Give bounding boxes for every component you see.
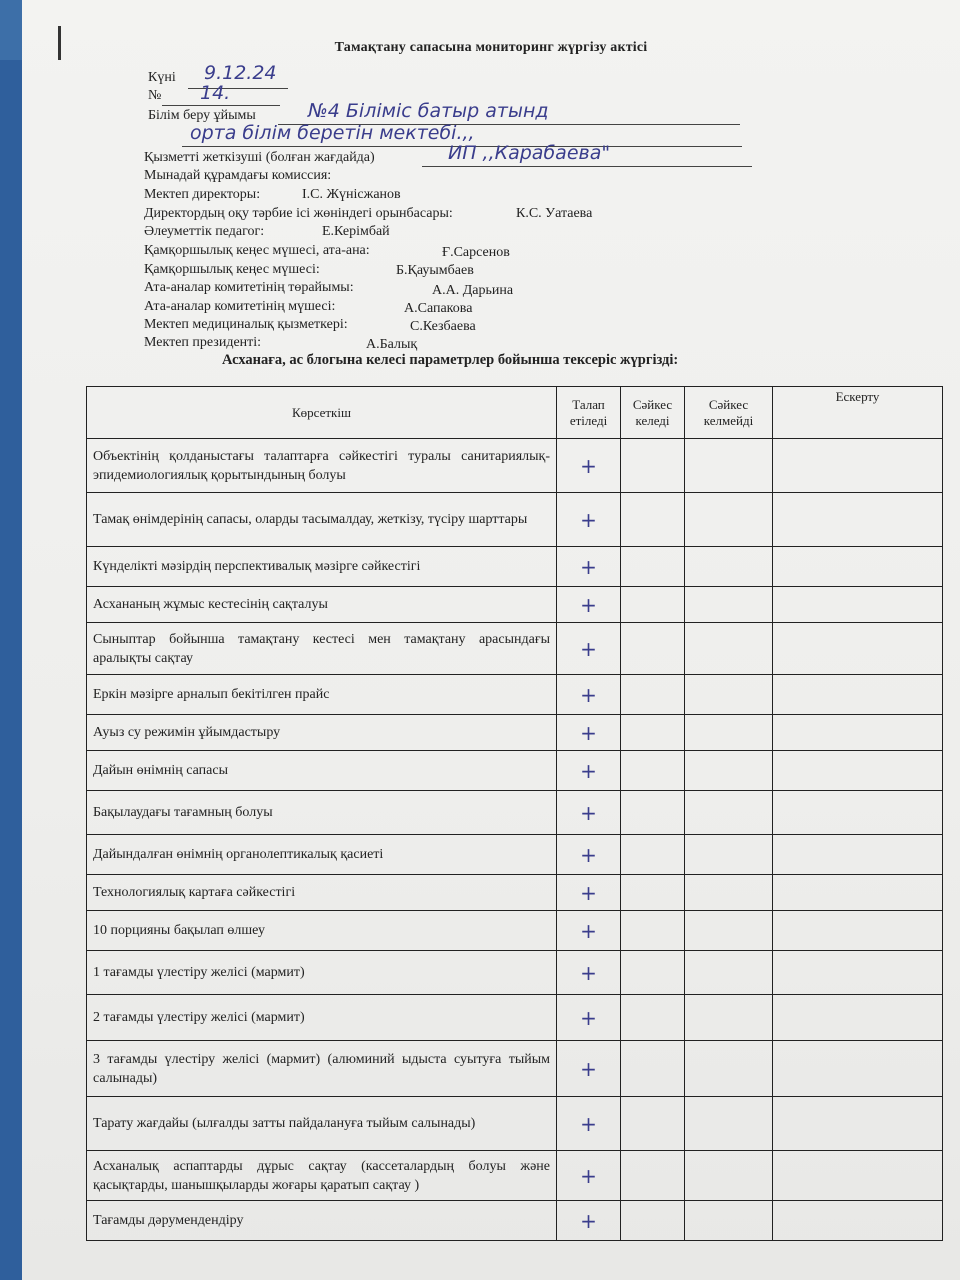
number-underline — [162, 105, 280, 106]
compliant-cell — [621, 951, 685, 995]
indicator-cell: Тарату жағдайы (ылғалды затты пайдалануға тыйым салынады) — [87, 1097, 557, 1151]
note-cell — [773, 493, 943, 547]
compliant-cell — [621, 715, 685, 751]
required-mark: + — [557, 1041, 621, 1097]
supplier-value: ИП ,,Карабаева" — [448, 142, 611, 164]
indicator-cell: 10 порцияны бақылап өлшеу — [87, 911, 557, 951]
note-cell — [773, 751, 943, 791]
compliant-cell — [621, 547, 685, 587]
header-indicator: Көрсеткіш — [87, 387, 557, 439]
indicator-cell: Объектінің қолданыстағы талаптарға сәйкестігі туралы санитариялық-эпидемиологиялық қорытындының болуы — [87, 439, 557, 493]
note-cell — [773, 547, 943, 587]
compliant-cell — [621, 995, 685, 1041]
noncompliant-cell — [685, 715, 773, 751]
indicator-cell: Ауыз су режимін ұйымдастыру — [87, 715, 557, 751]
required-mark: + — [557, 911, 621, 951]
date-label: Күні — [148, 70, 176, 85]
number-label: № — [148, 88, 162, 103]
header-noncompliant: Сәйкес келмейді — [685, 387, 773, 439]
noncompliant-cell — [685, 1041, 773, 1097]
required-mark: + — [557, 875, 621, 911]
compliant-cell — [621, 1097, 685, 1151]
commission-member-role: Мектеп директоры: — [144, 187, 261, 202]
supplier-underline — [422, 166, 752, 167]
noncompliant-cell — [685, 875, 773, 911]
required-mark: + — [557, 623, 621, 675]
required-mark: + — [557, 715, 621, 751]
commission-member-name: Ғ.Сарсенов — [442, 245, 510, 260]
commission-member-role: Ата-аналар комитетінің мүшесі: — [144, 299, 336, 314]
compliant-cell — [621, 835, 685, 875]
note-cell — [773, 1097, 943, 1151]
indicator-cell: Тамақ өнімдерінің сапасы, оларды тасымалдау, жеткізу, түсіру шарттары — [87, 493, 557, 547]
commission-member-role: Мектеп президенті: — [144, 335, 262, 350]
noncompliant-cell — [685, 675, 773, 715]
compliant-cell — [621, 675, 685, 715]
table-row — [87, 547, 943, 587]
table-row — [87, 1201, 943, 1241]
commission-member-name: С.Кезбаева — [410, 319, 476, 334]
noncompliant-cell — [685, 751, 773, 791]
commission-member-role: Қамқоршылық кеңес мүшесі, ата-ана: — [144, 243, 370, 258]
noncompliant-cell — [685, 995, 773, 1041]
inspection-table — [86, 386, 943, 1241]
noncompliant-cell — [685, 835, 773, 875]
number-value: 14. — [200, 82, 231, 104]
table-row — [87, 751, 943, 791]
commission-member-name: К.С. Уатаева — [516, 206, 593, 221]
compliant-cell — [621, 791, 685, 835]
noncompliant-cell — [685, 587, 773, 623]
table-row — [87, 587, 943, 623]
indicator-cell: Технологиялық картаға сәйкестігі — [87, 875, 557, 911]
compliant-cell — [621, 587, 685, 623]
indicator-cell: Күнделікті мәзірдің перспективалық мәзірге сәйкестігі — [87, 547, 557, 587]
note-cell — [773, 911, 943, 951]
inspection-subheading: Асханаға, ас блогына келесі параметрлер бойынша тексеріс жүргізді: — [222, 352, 679, 368]
compliant-cell — [621, 493, 685, 547]
compliant-cell — [621, 439, 685, 493]
required-mark: + — [557, 547, 621, 587]
org-value-line1: №4 Бiлiмiс батыр атынд — [308, 100, 549, 122]
required-mark: + — [557, 995, 621, 1041]
table-row — [87, 1041, 943, 1097]
note-cell — [773, 835, 943, 875]
commission-heading: Мынадай құрамдағы комиссия: — [144, 168, 332, 183]
commission-member-name: І.С. Жүнісжанов — [302, 187, 401, 202]
noncompliant-cell — [685, 547, 773, 587]
required-mark: + — [557, 791, 621, 835]
note-cell — [773, 439, 943, 493]
indicator-cell: Сыныптар бойынша тамақтану кестесі мен тамақтану арасындағы аралықты сақтау — [87, 623, 557, 675]
note-cell — [773, 791, 943, 835]
compliant-cell — [621, 1151, 685, 1201]
commission-member-name: А.А. Дарьина — [432, 283, 514, 298]
table-row — [87, 493, 943, 547]
table-row — [87, 1151, 943, 1201]
document-page — [22, 0, 960, 1280]
required-mark: + — [557, 951, 621, 995]
compliant-cell — [621, 1041, 685, 1097]
table-row — [87, 875, 943, 911]
required-mark: + — [557, 675, 621, 715]
supplier-label: Қызметті жеткізуші (болған жағдайда) — [144, 150, 375, 165]
commission-member-role: Мектеп медициналық қызметкері: — [144, 317, 348, 332]
table-row — [87, 835, 943, 875]
commission-member-role: Директордың оқу тәрбие ісі жөніндегі орынбасары: — [144, 206, 453, 221]
commission-member-name: А.Сапакова — [404, 301, 473, 316]
noncompliant-cell — [685, 493, 773, 547]
noncompliant-cell — [685, 1201, 773, 1241]
note-cell — [773, 1201, 943, 1241]
indicator-cell: Тағамды дәрумендендіру — [87, 1201, 557, 1241]
note-cell — [773, 623, 943, 675]
commission-member-role: Қамқоршылық кеңес мүшесі: — [144, 262, 320, 277]
commission-member-name: Б.Қауымбаев — [396, 263, 474, 278]
note-cell — [773, 675, 943, 715]
compliant-cell — [621, 875, 685, 911]
noncompliant-cell — [685, 1151, 773, 1201]
org-value-line2: орта бiлiм беретiн мектебi.,, — [190, 122, 475, 144]
table-row — [87, 995, 943, 1041]
required-mark: + — [557, 439, 621, 493]
required-mark: + — [557, 587, 621, 623]
commission-member-role: Әлеуметтік педагог: — [144, 224, 265, 239]
compliant-cell — [621, 751, 685, 791]
required-mark: + — [557, 1097, 621, 1151]
indicator-cell: Бақылаудағы тағамның болуы — [87, 791, 557, 835]
compliant-cell — [621, 1201, 685, 1241]
required-mark: + — [557, 493, 621, 547]
commission-member-role: Ата-аналар комитетінің төрайымы: — [144, 280, 354, 295]
noncompliant-cell — [685, 623, 773, 675]
note-cell — [773, 715, 943, 751]
indicator-cell: Дайын өнімнің сапасы — [87, 751, 557, 791]
table-row — [87, 951, 943, 995]
header-note: Ескерту — [773, 387, 943, 439]
noncompliant-cell — [685, 911, 773, 951]
table-row — [87, 1097, 943, 1151]
note-cell — [773, 1041, 943, 1097]
noncompliant-cell — [685, 439, 773, 493]
indicator-cell: Еркін мәзірге арналып бекітілген прайс — [87, 675, 557, 715]
noncompliant-cell — [685, 1097, 773, 1151]
header-required: Талап етіледі — [557, 387, 621, 439]
commission-member-name: А.Балық — [366, 337, 418, 352]
indicator-cell: 3 тағамды үлестіру желісі (мармит) (алюминий ыдыста суытуға тыйым салынады) — [87, 1041, 557, 1097]
indicator-cell: 2 тағамды үлестіру желісі (мармит) — [87, 995, 557, 1041]
note-cell — [773, 995, 943, 1041]
table-row — [87, 791, 943, 835]
table-row — [87, 715, 943, 751]
required-mark: + — [557, 1151, 621, 1201]
table-row — [87, 439, 943, 493]
table-header-row — [87, 387, 943, 439]
note-cell — [773, 587, 943, 623]
note-cell — [773, 875, 943, 911]
required-mark: + — [557, 835, 621, 875]
document-title: Тамақтану сапасына мониторинг жүргізу актісі — [334, 40, 648, 55]
indicator-cell: Асханалық аспаптарды дұрыс сақтау (кассеталардың болуы және қасықтарды, шанышқыларды жоғары қаратып сақтау ) — [87, 1151, 557, 1201]
required-mark: + — [557, 1201, 621, 1241]
compliant-cell — [621, 911, 685, 951]
indicator-cell: Дайындалған өнімнің органолептикалық қасиеті — [87, 835, 557, 875]
note-cell — [773, 951, 943, 995]
noncompliant-cell — [685, 951, 773, 995]
compliant-cell — [621, 623, 685, 675]
indicator-cell: Асхананың жұмыс кестесінің сақталуы — [87, 587, 557, 623]
table-row — [87, 911, 943, 951]
table-row — [87, 623, 943, 675]
indicator-cell: 1 тағамды үлестіру желісі (мармит) — [87, 951, 557, 995]
org-label: Білім беру ұйымы — [148, 108, 256, 123]
commission-member-name: Е.Керімбай — [322, 224, 390, 239]
header-compliant: Сәйкес келеді — [621, 387, 685, 439]
required-mark: + — [557, 751, 621, 791]
date-value: 9.12.24 — [204, 62, 277, 84]
note-cell — [773, 1151, 943, 1201]
table-row — [87, 675, 943, 715]
noncompliant-cell — [685, 791, 773, 835]
